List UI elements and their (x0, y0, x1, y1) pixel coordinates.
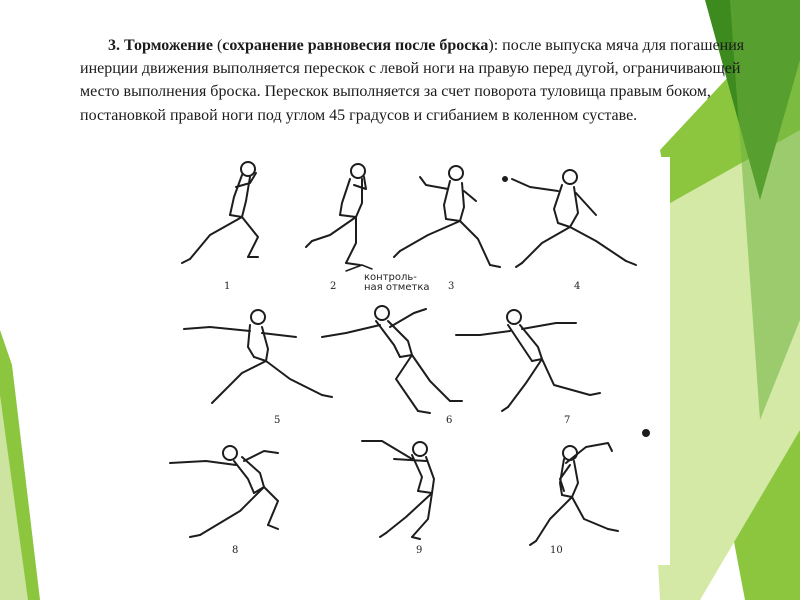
section-term: Торможение (124, 37, 213, 54)
frame-number-1: 1 (224, 281, 231, 292)
athlete-figure-10 (530, 430, 649, 545)
control-mark-label: контроль- ная отметка (364, 272, 430, 293)
athlete-figure-7 (456, 310, 600, 411)
throw-sequence-figure (150, 157, 670, 565)
section-number: 3. (108, 37, 120, 54)
frame-number-6: 6 (446, 415, 453, 426)
athlete-figure-3 (394, 166, 500, 267)
frame-number-3: 3 (448, 281, 455, 292)
athlete-figure-8 (170, 446, 278, 537)
frame-number-4: 4 (574, 281, 581, 292)
frame-number-9: 9 (416, 545, 423, 556)
athlete-figure-5 (184, 310, 332, 403)
athlete-figure-2 (306, 164, 366, 265)
athlete-figure-6 (322, 306, 462, 413)
athlete-sketches (150, 157, 670, 565)
athlete-figure-4 (503, 170, 636, 267)
section-body: после выпуска мяча для погашения инерции движения выполняется перескок с левой ноги на правую перед дугой, ограничивающей место выполнения броска. Перескок выполняется за счет поворота туловища правым боком, постановкой правой ноги под углом 45 градусов и сгибанием в коленном суставе. (80, 37, 745, 124)
paren-close: ): (488, 37, 503, 54)
control-mark-arrow (346, 265, 372, 271)
section-subject: сохранение равновесия после броска (222, 37, 489, 54)
athlete-figure-1 (182, 162, 258, 263)
athlete-figure-9 (362, 441, 434, 539)
description-paragraph (80, 34, 748, 127)
frame-number-7: 7 (564, 415, 571, 426)
paren-open: ( (212, 37, 223, 54)
frame-number-8: 8 (232, 545, 239, 556)
frame-number-5: 5 (274, 415, 281, 426)
frame-number-10: 10 (550, 545, 563, 556)
frame-number-2: 2 (330, 281, 337, 292)
